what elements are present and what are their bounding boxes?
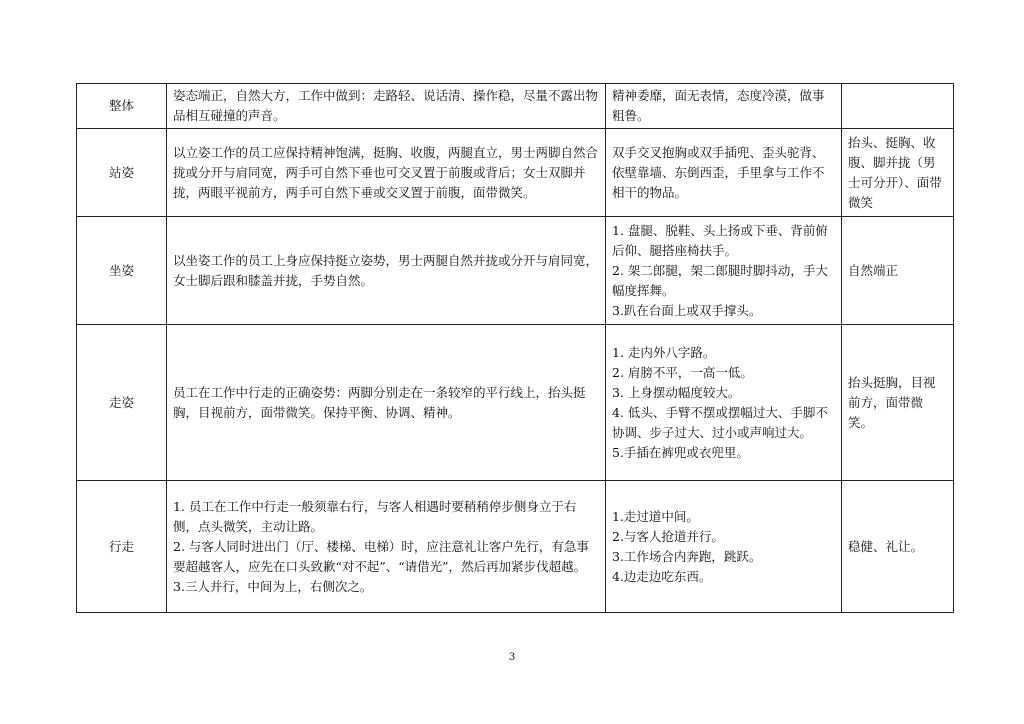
prohibited-cell-line: 3.趴在台面上或双手撑头。 — [612, 302, 762, 318]
table-row — [77, 217, 954, 325]
prohibited-cell-line: 3. 上身摆动幅度较大。 — [612, 384, 741, 400]
category-cell: 坐姿 — [77, 217, 167, 325]
prohibited-cell-line: 精神委靡，面无表情，态度冷漠，做事粗鲁。 — [612, 88, 825, 123]
standard-cell: 自然端正 — [842, 217, 954, 325]
prohibited-cell-line: 1. 走内外八字路。 — [612, 344, 716, 360]
prohibited-cell — [606, 217, 842, 325]
requirement-cell-line: 员工在工作中行走的正确姿势：两脚分别走在一条较窄的平行线上，抬头挺胸，目视前方，面带微笑。保持平衡、协调、精神。 — [173, 384, 586, 420]
standard-cell: 抬头挺胸，目视前方，面带微笑。 — [842, 325, 954, 481]
table-row — [77, 84, 954, 129]
prohibited-cell-line: 1. 盘腿、脱鞋、头上扬或下垂、背前俯后仰、腿搭座椅扶手。 — [612, 222, 828, 258]
requirement-cell — [167, 481, 606, 613]
category-cell: 站姿 — [77, 129, 167, 217]
page-number: 3 — [508, 652, 516, 663]
requirement-cell-line: 3.三人并行，中间为上，右侧次之。 — [173, 578, 373, 594]
requirement-cell — [167, 129, 606, 217]
requirement-cell-line: 姿态端正，自然大方，工作中做到：走路轻、说话清、操作稳，尽量不露出物品相互碰撞的声音。 — [173, 88, 599, 123]
standard-cell: 抬头、挺胸、收腹、脚并拢（男士可分开）、面带微笑 — [842, 129, 954, 217]
standard-cell: 稳健、礼让。 — [842, 481, 954, 613]
prohibited-cell — [606, 84, 842, 129]
prohibited-cell — [606, 325, 842, 481]
requirement-cell-line: 以立姿工作的员工应保持精神饱满，挺胸、收腹，两腿直立，男士两脚自然合拢或分开与肩同宽，两手可自然下垂也可交叉置于前腹或背后；女士双脚并拢，两眼平视前方，两手可自然下垂或交叉置于前腹，面带微笑。 — [173, 144, 599, 200]
table-row — [77, 129, 954, 217]
standard-cell — [842, 84, 954, 129]
category-cell: 整体 — [77, 84, 167, 129]
table-body — [77, 84, 954, 613]
prohibited-cell-line: 4. 低头、手臂不摆或摆幅过大、手脚不协调、步子过大、过小或声响过大。 — [612, 404, 828, 440]
category-cell: 行走 — [77, 481, 167, 613]
category-cell: 走姿 — [77, 325, 167, 481]
requirement-cell-line: 以坐姿工作的员工上身应保持挺立姿势，男士两腿自然并拢或分开与肩同宽，女士脚后跟和膝盖并拢，手势自然。 — [173, 252, 599, 288]
prohibited-cell-line: 3.工作场合内奔跑，跳跃。 — [612, 548, 762, 564]
prohibited-cell-line: 5.手插在裤兜或衣兜里。 — [612, 444, 749, 460]
requirement-cell — [167, 84, 606, 129]
table-row — [77, 325, 954, 481]
requirement-cell — [167, 325, 606, 481]
requirement-cell — [167, 217, 606, 325]
prohibited-cell-line: 双手交叉抱胸或双手插兜、歪头驼背、依壁靠墙、东倒西歪，手里拿与工作不相干的物品。 — [612, 144, 825, 200]
table-row — [77, 481, 954, 613]
prohibited-cell-line: 2.与客人抢道并行。 — [612, 528, 724, 544]
prohibited-cell-line: 2. 肩膀不平，一高一低。 — [612, 364, 753, 380]
requirement-cell-line: 2. 与客人同时进出门（厅、楼梯、电梯）时，应注意礼让客户先行，有急事要超越客人，应先在口头致歉“对不起”、“请借光”，然后再加紧步伐超越。 — [173, 538, 589, 574]
prohibited-cell — [606, 129, 842, 217]
requirement-cell-line: 1. 员工在工作中行走一般须靠右行，与客人相遇时要稍稍停步侧身立于右侧，点头微笑，主动让路。 — [173, 498, 577, 534]
prohibited-cell-line: 1.走过道中间。 — [612, 508, 699, 524]
prohibited-cell-line: 2. 架二郎腿，架二郎腿时脚抖动，手大幅度挥舞。 — [612, 262, 828, 298]
prohibited-cell — [606, 481, 842, 613]
etiquette-table — [76, 83, 954, 613]
prohibited-cell-line: 4.边走边吃东西。 — [612, 568, 712, 584]
